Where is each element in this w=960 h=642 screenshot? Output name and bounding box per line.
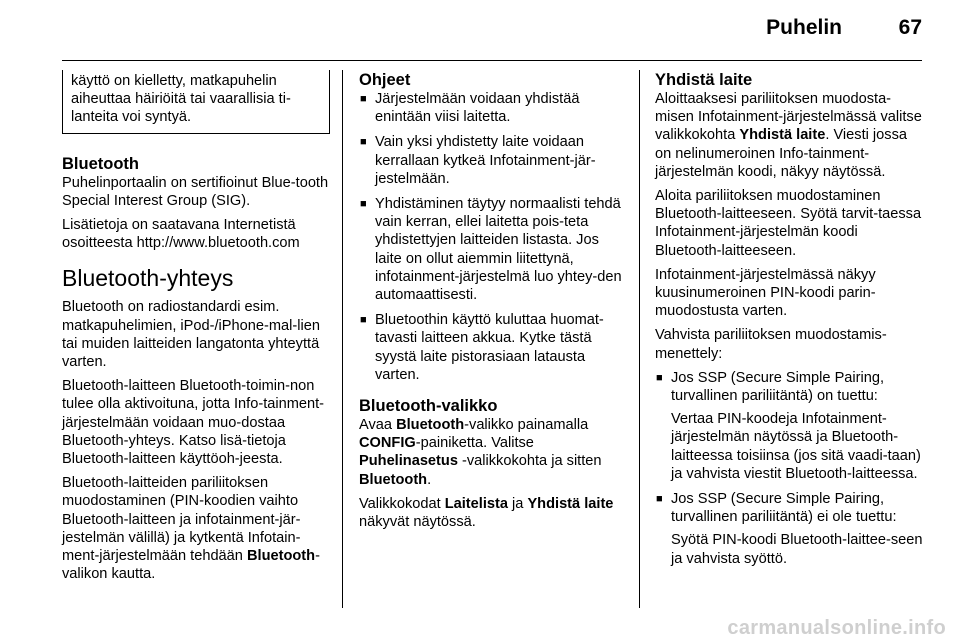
bullet-icon: ■ — [656, 371, 663, 384]
list-item-subtext: Syötä PIN-koodi Bluetooth-laittee-seen ja vahvista syöttö. — [671, 532, 923, 567]
paragraph: Infotainment-järjestelmässä näkyy kuusinumeroinen PIN-koodi parin-muodostusta varten. — [655, 266, 876, 320]
text: Aloittaaksesi pariliitoksen muodosta-misen Infotainment-järjestelmässä valitse valikkokohta — [655, 91, 922, 144]
section-heading-ohjeet: Ohjeet — [359, 71, 411, 89]
page-number: 67 — [898, 16, 922, 39]
button-name: CONFIG — [359, 435, 416, 452]
page-header — [0, 0, 960, 60]
column-1 — [62, 70, 330, 589]
paragraph: Bluetooth-laitteen Bluetooth-toimin-non tulee olla aktivoituna, jotta Info-tainment-järjestelmään voidaan muo-dostaa Bluetooth-yhteys. Katso lisä-tietoja Bluetooth-laitteen käyttöoh-jeesta. — [62, 378, 325, 468]
text: ja — [507, 495, 528, 512]
text: näkyvät näytössä. — [359, 514, 476, 531]
list-item-text: Jos SSP (Secure Simple Pairing, turvallinen pariliitäntä) on tuettu: — [671, 369, 885, 405]
paragraph: Aloita pariliitoksen muodostaminen Bluetooth-laitteeseen. Syötä tarvit-taessa Infotainment-järjestelmän koodi Bluetooth-laitteeseen. — [655, 188, 922, 259]
column-3 — [655, 70, 927, 575]
list-item — [655, 490, 927, 568]
bullet-icon: ■ — [656, 493, 663, 506]
watermark-text: carmanualsonline.info — [727, 617, 946, 639]
list-item — [359, 90, 629, 126]
paragraph: Vahvista pariliitoksen muodostamis-menettely: — [655, 327, 887, 362]
list-item — [359, 311, 629, 384]
list-item — [655, 369, 927, 483]
paragraph — [62, 474, 330, 583]
chapter-heading-bluetooth-yhteys: Bluetooth-yhteys — [62, 265, 234, 292]
column-divider — [342, 70, 343, 608]
section-heading-yhdista-laite: Yhdistä laite — [655, 71, 753, 89]
text: Valikkokodat — [359, 495, 445, 512]
column-divider — [639, 70, 640, 608]
section-heading-bluetooth-valikko: Bluetooth-valikko — [359, 397, 498, 416]
paragraph: Lisätietoja on saatavana Internetistä osoitteesta http://www.bluetooth.com — [62, 217, 300, 252]
list-item-text: Yhdistäminen täytyy normaalisti tehdä vain kerran, ellei laitetta pois-teta yhdistettyjen laitteiden listasta. Jos laite on ollut aiemmin liitettynä, infotainment-järjestelmä luo yhtey-den automaattisesti. — [375, 196, 622, 304]
list-item — [359, 195, 629, 304]
paragraph: Puhelinportaalin on sertifioinut Blue-tooth Special Interest Group (SIG). — [62, 174, 329, 209]
menu-item-name: Yhdistä laite — [527, 495, 614, 512]
menu-item-name: Yhdistä laite — [739, 127, 826, 144]
bullet-list — [655, 369, 927, 568]
bullet-list — [359, 90, 629, 384]
paragraph — [359, 416, 629, 489]
section-heading-bluetooth: Bluetooth — [62, 154, 139, 173]
column-2 — [359, 70, 629, 537]
menu-name: Bluetooth — [359, 471, 428, 488]
bullet-icon: ■ — [360, 93, 367, 105]
text: . Viesti jossa on nelinumeroinen Info-tainment-järjestelmän koodi, näkyy näytössä. — [655, 127, 907, 180]
text: -valikko painamalla — [464, 417, 589, 434]
text: Avaa — [359, 417, 397, 434]
list-item — [359, 133, 629, 188]
list-item-text: Jos SSP (Secure Simple Pairing, turvallinen pariliitäntä) ei ole tuettu: — [671, 491, 897, 526]
paragraph — [655, 90, 927, 181]
text: . — [427, 471, 432, 488]
bullet-icon: ■ — [360, 314, 367, 327]
warning-text: käyttö on kielletty, matkapuhelin aiheuttaa häiriöitä tai vaarallisia ti-lanteita voi syntyä. — [71, 73, 291, 126]
list-item-text: Vain yksi yhdistetty laite voidaan kerrallaan kytkeä Infotainment-jär-jestelmään. — [375, 134, 596, 187]
menu-name: Bluetooth — [246, 548, 316, 565]
bullet-icon: ■ — [360, 198, 367, 211]
warning-box — [62, 70, 330, 134]
text: Bluetooth-laitteiden pariliitoksen muodostaminen (PIN-koodien vaihto Bluetooth-laitteen ja infotainment-jär-jestelmän välillä) ja kytkentä Infotain-ment-järjestelmään tehdään — [62, 475, 301, 565]
text: -painiketta. Valitse — [415, 435, 534, 452]
text: -valikon kautta. — [62, 548, 320, 583]
page-title: Puhelin — [766, 16, 842, 39]
menu-name: Bluetooth — [396, 417, 465, 434]
menu-item-name: Laitelista — [444, 495, 508, 512]
paragraph: Bluetooth on radiostandardi esim. matkapuhelimien, iPod-/iPhone-mal-lien tai muiden laitteiden langatonta yhteyttä varten. — [62, 299, 320, 371]
menu-item-name: Puhelinasetus — [359, 453, 458, 470]
paragraph — [359, 495, 629, 531]
list-item-subtext: Vertaa PIN-koodeja Infotainment-järjestelmän näytössä ja Bluetooth-laitteessa toisiinsa (jos sitä vaadi-taan) ja vahvista viestit Bluetooth-laitteessa. — [671, 411, 921, 482]
list-item-text: Järjestelmään voidaan yhdistää enintään viisi laitetta. — [375, 91, 580, 126]
bullet-icon: ■ — [360, 136, 367, 149]
text: -valikkokohta ja sitten — [457, 453, 602, 470]
list-item-text: Bluetoothin käyttö kuluttaa huomat-tavasti laitteen akkua. Kytke tästä syystä laite pistorasiaan latausta varten. — [375, 312, 604, 383]
header-rule — [62, 60, 922, 61]
